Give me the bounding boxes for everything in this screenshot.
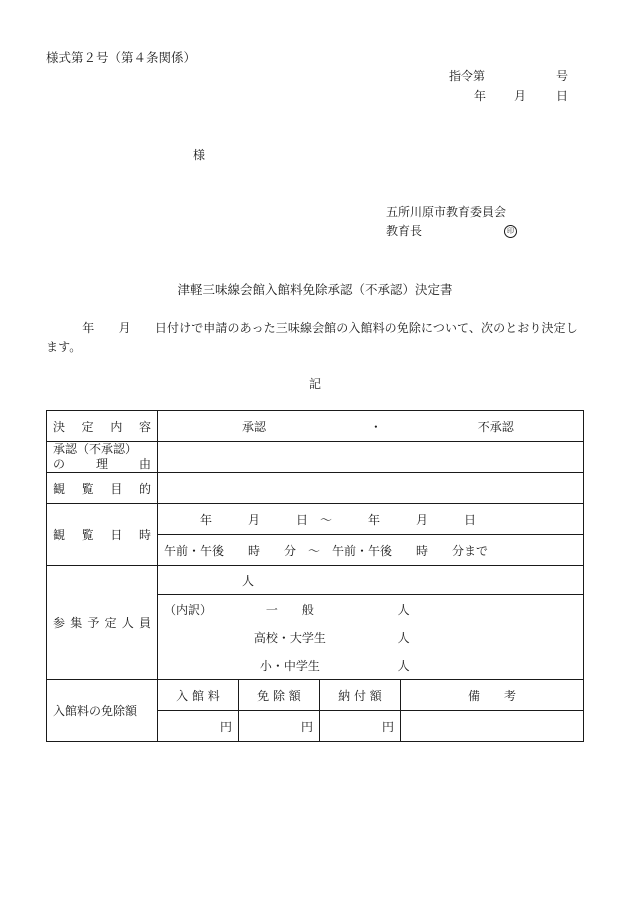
col-note-header: 備 考 [401,680,584,711]
date-range-text: 年 月 日 ～ 年 月 日 [200,512,477,527]
reason-label [47,442,158,473]
col-paid-header: 納 付 額 [320,680,401,711]
fee-label: 入館料の免除額 [47,680,158,742]
document-title: 津軽三味線会館入館料免除承認（不承認）決定書 [177,282,453,297]
people-label: 参集予定人員 [47,566,158,680]
reason-label-line2: の理由 [53,457,151,471]
decision-table [46,410,584,742]
recipient-suffix: 様 [193,148,206,162]
general-unit: 人 [397,602,410,617]
issue-number-label: 指令第 [449,69,486,83]
date-day: 日 [556,89,569,103]
student-unit: 人 [397,630,410,645]
student-count-field[interactable] [158,623,584,651]
datetime-label: 観覧日時 [47,504,158,566]
note-field[interactable] [401,711,584,742]
exempt-yen-unit: 円 [300,719,313,734]
reason-field[interactable] [158,442,584,473]
child-label: 小・中学生 [259,658,320,673]
issuer [386,203,517,241]
disapprove-option: 不承認 [477,419,514,434]
row-date [47,504,584,535]
general-count-field[interactable] [158,595,584,624]
child-count-field[interactable] [158,651,584,680]
date-month: 月 [514,89,527,103]
decision-options [158,411,584,442]
ki-heading: 記 [308,377,321,391]
approve-option: 承認 [242,419,267,434]
date-range-field[interactable] [158,504,584,535]
seal-mark: 印 [504,225,517,238]
row-purpose [47,473,584,504]
purpose-field[interactable] [158,473,584,504]
row-reason [47,442,584,473]
fee-amount-field[interactable] [158,711,239,742]
reason-label-line1: 承認（不承認） [53,442,138,456]
people-total-field[interactable] [158,566,584,595]
decision-label: 決定内容 [47,411,158,442]
general-label: 一 般 [265,602,314,617]
date-year: 年 [474,89,487,103]
row-fee-header [47,680,584,711]
paid-amount-field[interactable] [320,711,401,742]
issuer-title: 教育長 [386,224,423,238]
col-fee-header: 入 館 料 [158,680,239,711]
row-decision [47,411,584,442]
student-label: 高校・大学生 [253,630,326,645]
time-range-text: 午前・午後 時 分 ～ 午前・午後 時 分まで [164,543,489,558]
issuer-org: 五所川原市教育委員会 [386,205,507,219]
row-people-total [47,566,584,595]
time-range-field[interactable] [158,535,584,566]
issue-number-unit: 号 [556,69,569,83]
child-unit: 人 [397,658,410,673]
breakdown-label: （内訳） [164,602,213,617]
option-separator: ・ [369,419,382,434]
exempt-amount-field[interactable] [239,711,320,742]
body-text: 年 月 日付けで申請のあった三味線会館の入館料の免除について、次のとおり決定します。 [46,321,578,354]
form-number: 様式第２号（第４条関係） [46,50,197,65]
col-exempt-header: 免 除 額 [239,680,320,711]
paid-yen-unit: 円 [381,719,394,734]
people-total-unit: 人 [242,573,255,588]
fee-yen-unit: 円 [219,719,232,734]
purpose-label: 観覧目的 [47,473,158,504]
